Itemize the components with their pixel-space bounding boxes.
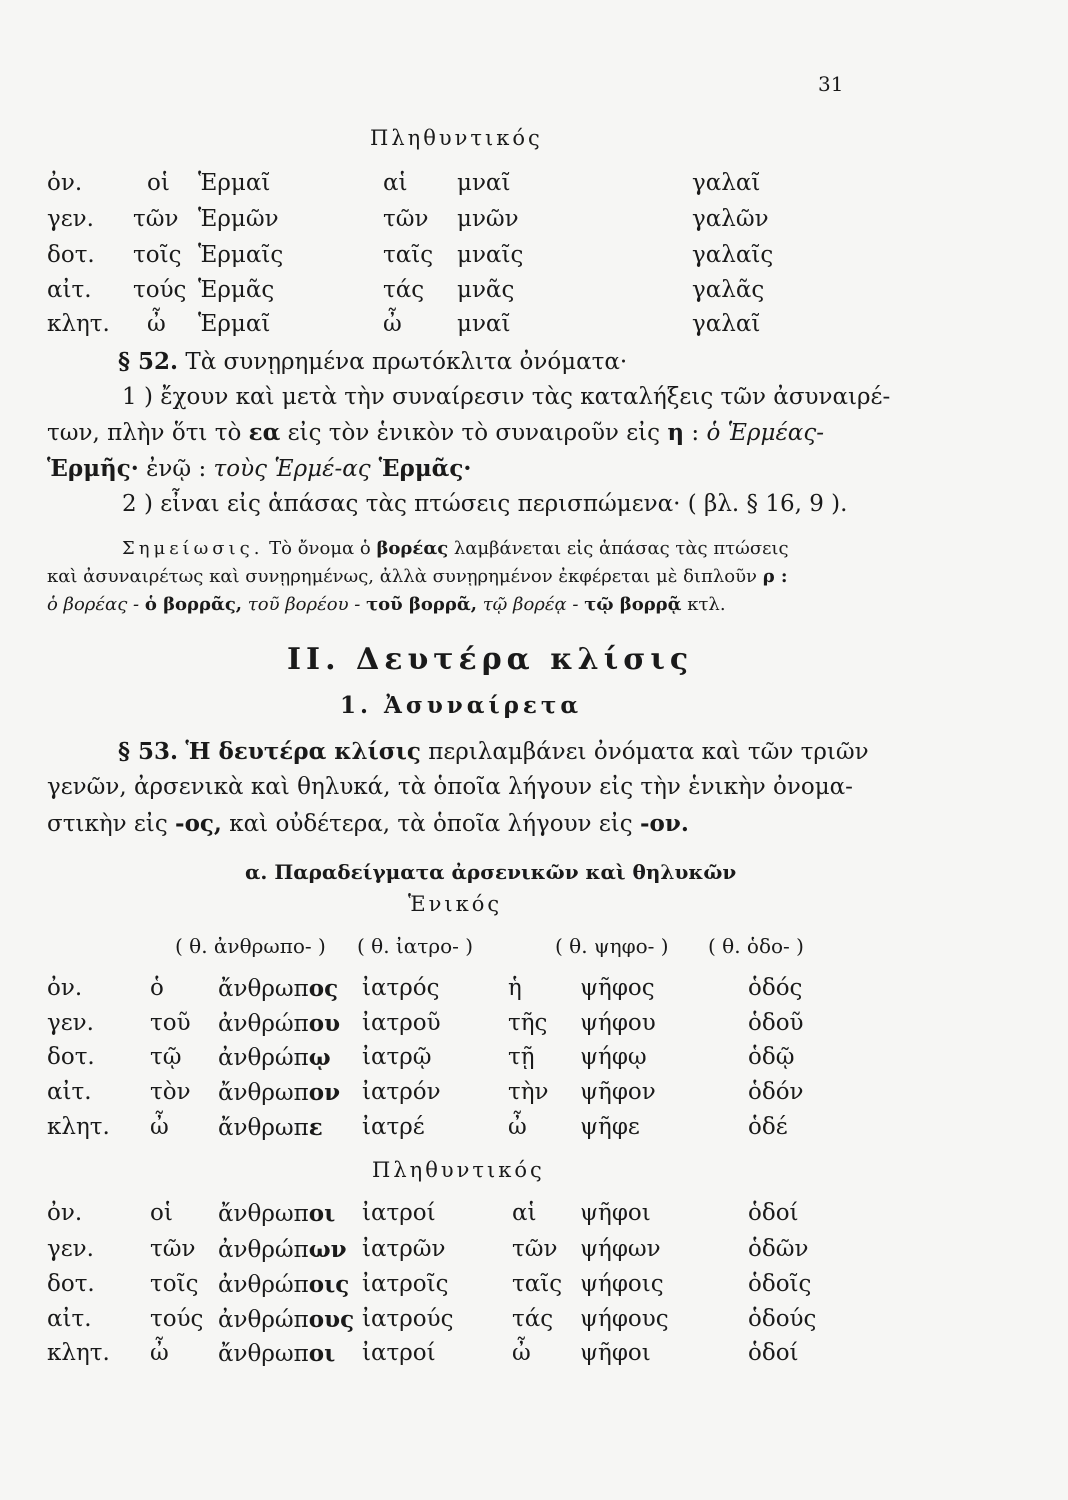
case-label: ὀν. (47, 975, 83, 1001)
section-number: § 52. (118, 348, 179, 375)
word-form: ἰατρόν (362, 1079, 441, 1105)
section-number: § 53. (118, 738, 179, 765)
stem-label: ( θ. ψηφο- ) (555, 934, 669, 958)
word-form: Ἑρμῶν (198, 206, 279, 232)
case-label: αἰτ. (47, 1079, 92, 1105)
article: τάς (512, 1306, 554, 1332)
word-form: μνᾶς (457, 277, 515, 303)
word-form: γαλαῖ (692, 170, 761, 196)
singular-heading: Ἑνικός (408, 892, 503, 916)
word-form: γαλῶν (692, 206, 769, 232)
word-form: ψήφοις (580, 1271, 664, 1297)
article: τῶν (150, 1236, 196, 1262)
page-number: 31 (818, 72, 844, 96)
word-form: ὁδούς (748, 1306, 817, 1332)
case-label: κλητ. (47, 1340, 110, 1366)
word-form: ὁδοί (748, 1340, 799, 1366)
word-form: ψῆφον (580, 1079, 656, 1105)
subsection-heading: 1. Ἀσυναίρετα (340, 692, 583, 719)
case-label: κλητ. (47, 311, 110, 337)
article: αἱ (512, 1200, 537, 1226)
stem-label: ( θ. ἀνθρωπο- ) (175, 934, 326, 958)
word-form: ψήφους (580, 1306, 669, 1332)
article: τοῦ (150, 1010, 191, 1036)
word-form: ἀνθρώπων (218, 1236, 347, 1263)
article: τούς (150, 1306, 204, 1332)
case-label: αἰτ. (47, 1306, 92, 1332)
text-line: 1 ) ἔχουν καὶ μετὰ τὴν συναίρεσιν τὰς καταλήξεις τῶν ἀσυναιρέ- (122, 384, 891, 410)
article: ὦ (150, 1340, 169, 1366)
case-label: γεν. (47, 1010, 94, 1036)
article: τῆς (508, 1010, 548, 1036)
word-form: ψῆφοι (580, 1200, 651, 1226)
word-form: ἄνθρωποι (218, 1200, 336, 1227)
case-label: ὀν. (47, 170, 83, 196)
word-form: ὁδοῦ (748, 1010, 804, 1036)
word-form: ἀνθρώπους (218, 1306, 355, 1333)
case-label: δοτ. (47, 1044, 95, 1070)
case-label: γεν. (47, 1236, 94, 1262)
case-label: αἰτ. (47, 277, 92, 303)
word-form: ἰατρούς (362, 1306, 454, 1332)
word-form: ἰατρῷ (362, 1044, 432, 1070)
case-label: δοτ. (47, 1271, 95, 1297)
article: ὦ (383, 311, 402, 337)
article: ὦ (150, 1114, 169, 1140)
word-form: ἰατροῦ (362, 1010, 441, 1036)
word-form: ὁδοί (748, 1200, 799, 1226)
article: ταῖς (512, 1271, 563, 1297)
word-form: ἄνθρωπε (218, 1114, 323, 1141)
plural-heading: Πληθυντικός (370, 126, 543, 150)
article: ὁ (150, 975, 164, 1001)
word-form: ὁδῶν (748, 1236, 809, 1262)
word-form: ἀνθρώπου (218, 1010, 341, 1037)
plural-heading: Πληθυντικός (372, 1158, 545, 1182)
text-line: γενῶν, ἀρσενικὰ καὶ θηλυκά, τὰ ὁποῖα λήγουν εἰς τὴν ἑνικὴν ὀνομα- (47, 774, 853, 800)
article: οἱ (147, 170, 170, 196)
case-label: γεν. (47, 206, 94, 232)
word-form: ψῆφος (580, 975, 655, 1001)
article: τάς (383, 277, 425, 303)
word-form: ὁδός (748, 975, 803, 1001)
word-form: ὁδόν (748, 1079, 804, 1105)
word-form: ἰατρός (362, 975, 440, 1001)
word-form: ὁδῷ (748, 1044, 795, 1070)
word-form: Ἑρμᾶς (198, 277, 275, 303)
word-form: ἀνθρώπῳ (218, 1044, 331, 1071)
word-form: Ἑρμαῖ (198, 170, 271, 196)
article: τῷ (150, 1044, 182, 1070)
text-line: 2 ) εἶναι εἰς ἁπάσας τὰς πτώσεις περισπώμενα· ( βλ. § 16, 9 ). (122, 491, 848, 517)
stem-label: ( θ. ὁδο- ) (708, 934, 804, 958)
case-label: κλητ. (47, 1114, 110, 1140)
word-form: ἰατροί (362, 1340, 436, 1366)
word-form: ἄνθρωπον (218, 1079, 341, 1106)
article: τούς (133, 277, 187, 303)
section-heading: II. Δευτέρα κλίσις (287, 642, 694, 677)
article: ὦ (512, 1340, 531, 1366)
paragraph-title: Τὰ συνῃρημένα πρωτόκλιτα ὀνόματα· (185, 349, 628, 375)
article: τῶν (512, 1236, 558, 1262)
article: ὦ (147, 311, 166, 337)
examples-heading: α. Παραδείγματα ἀρσενικῶν καὶ θηλυκῶν (245, 860, 737, 884)
word-form: μνῶν (457, 206, 519, 232)
word-form: μναῖς (457, 242, 524, 268)
word-form: ὁδοῖς (748, 1271, 812, 1297)
article: τοῖς (150, 1271, 199, 1297)
word-form: γαλᾶς (692, 277, 765, 303)
case-label: δοτ. (47, 242, 95, 268)
article: τὸν (150, 1079, 191, 1105)
article: οἱ (150, 1200, 173, 1226)
word-form: μναῖ (457, 311, 511, 337)
article: τῇ (508, 1044, 535, 1070)
note-label: Σημείωσις. (122, 538, 264, 559)
text-line: στικὴν εἰς -ος, καὶ οὐδέτερα, τὰ ὁποῖα λήγουν εἰς -ον. (47, 810, 689, 837)
word-form: ἰατρέ (362, 1114, 425, 1140)
word-form: ψήφων (580, 1236, 661, 1262)
word-form: ψήφου (580, 1010, 656, 1036)
word-form: ψῆφε (580, 1114, 640, 1140)
word-form: γαλαῖς (692, 242, 774, 268)
article: ταῖς (383, 242, 434, 268)
case-label: ὀν. (47, 1200, 83, 1226)
word-form: ἀνθρώποις (218, 1271, 350, 1298)
article: ὦ (508, 1114, 527, 1140)
word-form: γαλαῖ (692, 311, 761, 337)
word-form: ἰατρῶν (362, 1236, 446, 1262)
word-form: ἰατροῖς (362, 1271, 449, 1297)
article: αἱ (383, 170, 408, 196)
word-form: μναῖ (457, 170, 511, 196)
word-form: ἄνθρωποι (218, 1340, 336, 1367)
article: τοῖς (133, 242, 182, 268)
word-form: Ἑρμαῖ (198, 311, 271, 337)
article: τῶν (133, 206, 179, 232)
text-line: Ἑρμῆς· ἐνῷ : τοὺς Ἑρμέ-ας Ἑρμᾶς· (47, 455, 472, 482)
article: τὴν (508, 1079, 549, 1105)
word-form: ἄνθρωπος (218, 975, 339, 1002)
article: ἡ (508, 975, 522, 1001)
article: τῶν (383, 206, 429, 232)
word-form: ἰατροί (362, 1200, 436, 1226)
stem-label: ( θ. ἰατρο- ) (357, 934, 474, 958)
word-form: Ἑρμαῖς (198, 242, 284, 268)
word-form: ὁδέ (748, 1114, 788, 1140)
text-line: των, πλὴν ὅτι τὸ εα εἰς τὸν ἑνικὸν τὸ συναιροῦν εἰς η : ὁ Ἑρμέας- (47, 419, 824, 446)
word-form: ψῆφοι (580, 1340, 651, 1366)
word-form: ψήφῳ (580, 1044, 647, 1070)
